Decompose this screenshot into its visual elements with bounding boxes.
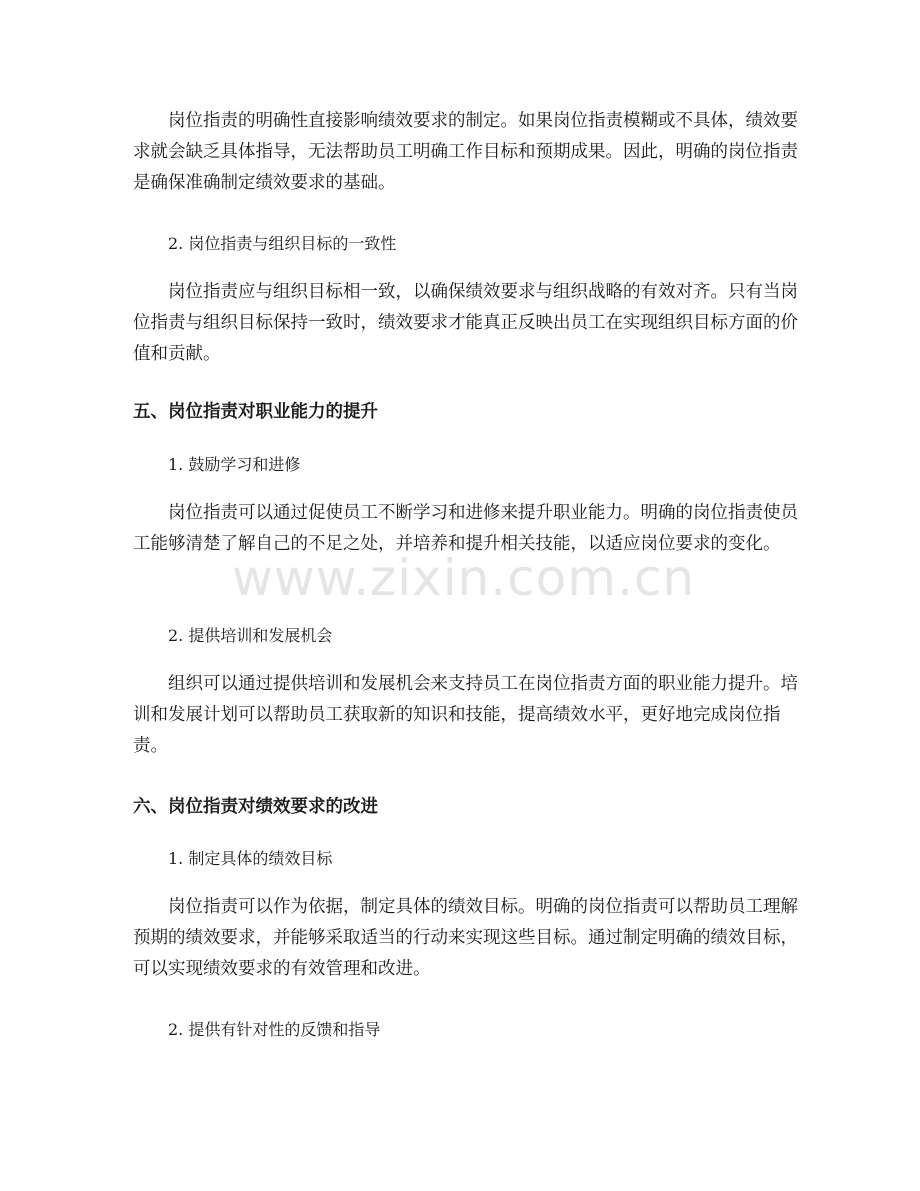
watermark-text: www.zixin.com.cn (232, 549, 696, 607)
subheading-alignment-org-goals: 2. 岗位指责与组织目标的一致性 (168, 234, 397, 253)
subheading-training-opportunities: 2. 提供培训和发展机会 (168, 626, 333, 645)
section-heading-five: 五、岗位指责对职业能力的提升 (133, 402, 378, 422)
paragraph-specific-goals: 岗位指责可以作为依据，制定具体的绩效目标。明确的岗位指责可以帮助员工理解预期的绩效要求，并能够采取适当的行动来实现这些目标。通过制定明确的绩效目标，可以实现绩效要求的有效管理和改进。 (133, 897, 798, 979)
paragraph-encourage-learning: 岗位指责可以通过促使员工不断学习和进修来提升职业能力。明确的岗位指责使员工能够清楚了解自己的不足之处，并培养和提升相关技能，以适应岗位要求的变化。 (133, 503, 798, 554)
section-heading-six: 六、岗位指责对绩效要求的改进 (133, 797, 378, 817)
paragraph-alignment-org-goals: 岗位指责应与组织目标相一致，以确保绩效要求与组织战略的有效对齐。只有当岗位指责与组织目标保持一致时，绩效要求才能真正反映出员工在实现组织目标方面的价值和贡献。 (133, 282, 798, 364)
subheading-targeted-feedback: 2. 提供有针对性的反馈和指导 (168, 1020, 381, 1039)
subheading-encourage-learning: 1. 鼓励学习和进修 (168, 455, 301, 474)
paragraph-training-opportunities: 组织可以通过提供培训和发展机会来支持员工在岗位指责方面的职业能力提升。培训和发展计划可以帮助员工获取新的知识和技能，提高绩效水平，更好地完成岗位指责。 (133, 674, 798, 756)
subheading-specific-goals: 1. 制定具体的绩效目标 (168, 849, 333, 868)
paragraph-clarity-impact: 岗位指责的明确性直接影响绩效要求的制定。如果岗位指责模糊或不具体，绩效要求就会缺乏具体指导，无法帮助员工明确工作目标和预期成果。因此，明确的岗位指责是确保准确制定绩效要求的基础。 (133, 111, 798, 193)
